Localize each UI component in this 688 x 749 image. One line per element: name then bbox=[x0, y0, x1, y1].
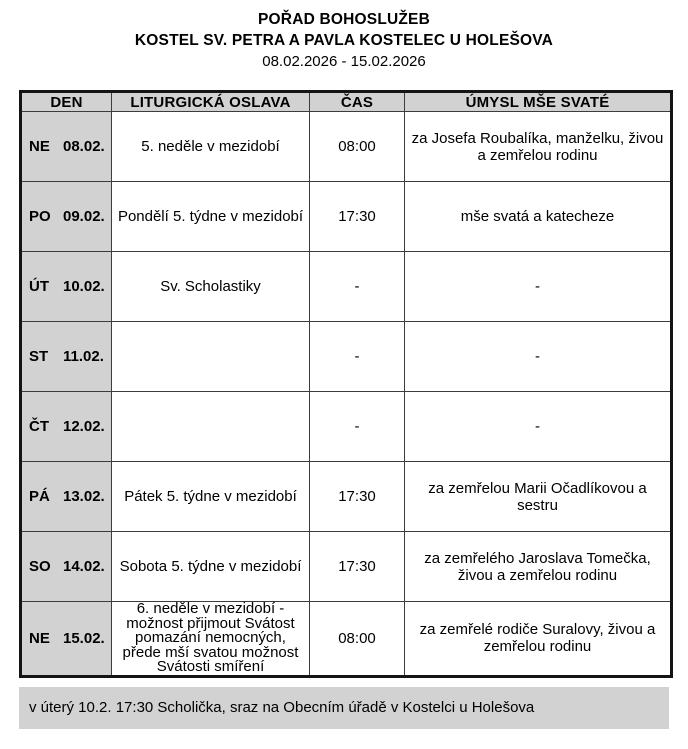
table-row bbox=[21, 182, 672, 252]
table-row bbox=[21, 322, 672, 392]
day-abbreviation: PO bbox=[29, 208, 51, 225]
intention-cell: mše svatá a katecheze bbox=[405, 182, 672, 252]
celebration-cell: 6. neděle v mezidobí - možnost přijmout Svátost pomazání nemocných, přede mší svatou možnost Svátosti smíření bbox=[112, 602, 310, 677]
day-date: 13.02. bbox=[63, 488, 105, 505]
column-header-time: ČAS bbox=[310, 92, 405, 112]
time-cell: - bbox=[310, 392, 405, 462]
column-header-intention: ÚMYSL MŠE SVATÉ bbox=[405, 92, 672, 112]
table-row bbox=[21, 602, 672, 677]
day-abbreviation: NE bbox=[29, 138, 50, 155]
table-header-row bbox=[21, 92, 672, 112]
day-cell bbox=[21, 392, 112, 462]
document-header bbox=[0, 0, 688, 72]
time-cell: 08:00 bbox=[310, 602, 405, 677]
page-subtitle: KOSTEL SV. PETRA A PAVLA KOSTELEC U HOLEŠOVA bbox=[134, 32, 554, 49]
time-cell: - bbox=[310, 322, 405, 392]
intention-cell: za zemřelého Jaroslava Tomečka, živou a zemřelou rodinu bbox=[405, 532, 672, 602]
day-cell bbox=[21, 182, 112, 252]
page-title: POŘAD BOHOSLUŽEB bbox=[258, 11, 430, 28]
day-abbreviation: ST bbox=[29, 348, 49, 365]
table-row bbox=[21, 392, 672, 462]
table-row bbox=[21, 462, 672, 532]
day-abbreviation: PÁ bbox=[29, 488, 50, 505]
mass-schedule-table bbox=[19, 90, 673, 678]
intention-cell: - bbox=[405, 392, 672, 462]
intention-cell: za zemřelou Marii Očadlíkovou a sestru bbox=[405, 462, 672, 532]
footer-note: v úterý 10.2. 17:30 Scholička, sraz na Obecním úřadě v Kostelci u Holešova bbox=[29, 699, 535, 717]
column-header-day: DEN bbox=[21, 92, 112, 112]
day-abbreviation: SO bbox=[29, 558, 51, 575]
time-cell: 17:30 bbox=[310, 462, 405, 532]
celebration-cell: Sv. Scholastiky bbox=[112, 252, 310, 322]
footer-note-bar bbox=[19, 687, 669, 729]
intention-cell: za zemřelé rodiče Suralovy, živou a zemřelou rodinu bbox=[405, 602, 672, 677]
celebration-cell: Pátek 5. týdne v mezidobí bbox=[112, 462, 310, 532]
day-date: 08.02. bbox=[63, 138, 105, 155]
day-cell bbox=[21, 322, 112, 392]
table-row bbox=[21, 532, 672, 602]
day-cell bbox=[21, 112, 112, 182]
table-row bbox=[21, 112, 672, 182]
time-cell: 17:30 bbox=[310, 182, 405, 252]
column-header-celebration: LITURGICKÁ OSLAVA bbox=[112, 92, 310, 112]
intention-cell: - bbox=[405, 322, 672, 392]
day-date: 12.02. bbox=[63, 418, 105, 435]
day-cell bbox=[21, 252, 112, 322]
day-abbreviation: ÚT bbox=[29, 278, 49, 295]
day-abbreviation: ČT bbox=[29, 418, 49, 435]
day-date: 11.02. bbox=[63, 348, 104, 365]
day-date: 14.02. bbox=[63, 558, 105, 575]
day-cell bbox=[21, 462, 112, 532]
celebration-cell: Sobota 5. týdne v mezidobí bbox=[112, 532, 310, 602]
day-abbreviation: NE bbox=[29, 629, 50, 647]
celebration-cell bbox=[112, 392, 310, 462]
celebration-cell bbox=[112, 322, 310, 392]
day-cell bbox=[21, 532, 112, 602]
intention-cell: za Josefa Roubalíka, manželku, živou a zemřelou rodinu bbox=[405, 112, 672, 182]
table-row bbox=[21, 252, 672, 322]
day-cell bbox=[21, 602, 112, 677]
celebration-cell: 5. neděle v mezidobí bbox=[112, 112, 310, 182]
celebration-cell: Pondělí 5. týdne v mezidobí bbox=[112, 182, 310, 252]
time-cell: 08:00 bbox=[310, 112, 405, 182]
intention-cell: - bbox=[405, 252, 672, 322]
day-date: 15.02. bbox=[63, 629, 105, 647]
date-range: 08.02.2026 - 15.02.2026 bbox=[262, 53, 426, 70]
time-cell: 17:30 bbox=[310, 532, 405, 602]
day-date: 10.02. bbox=[63, 278, 105, 295]
day-date: 09.02. bbox=[63, 208, 105, 225]
time-cell: - bbox=[310, 252, 405, 322]
